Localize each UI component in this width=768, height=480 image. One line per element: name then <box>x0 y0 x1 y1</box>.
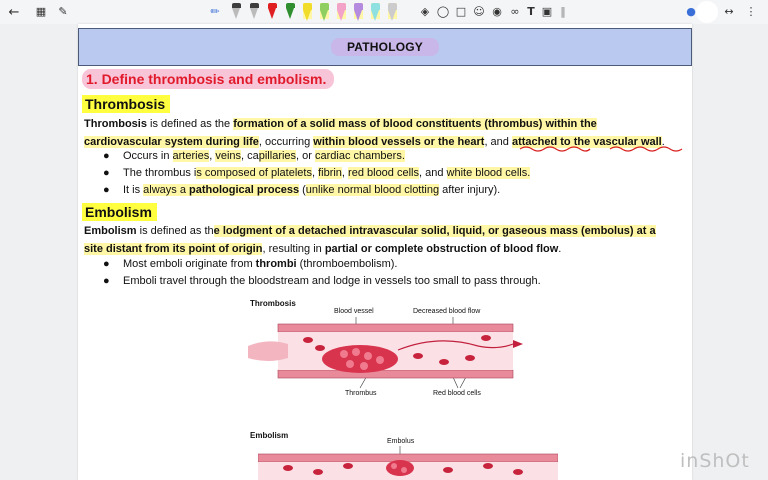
text-span: Most emboli originate from <box>123 258 256 270</box>
embolism-heading: Embolism <box>82 203 157 221</box>
callout-blood-vessel: Blood vessel <box>334 308 374 315</box>
highlight-span: cardiac chambers. <box>315 150 405 162</box>
text-span: , or <box>296 150 315 162</box>
term-embolism: Embolism <box>84 225 137 237</box>
text-span: , resulting in <box>262 242 325 255</box>
collapse-icon[interactable]: ↔ <box>724 4 734 18</box>
highlight-span: fibrin <box>318 167 342 179</box>
callout-thrombus: Thrombus <box>345 390 377 397</box>
highlighter-pink[interactable] <box>337 3 346 19</box>
color-picker-icon[interactable]: ◉ <box>492 4 502 18</box>
edit-page-icon[interactable]: ✎ <box>58 4 68 18</box>
eraser-icon[interactable]: ◈ <box>420 4 430 18</box>
highlight-span: normal blood clotting <box>337 184 440 196</box>
text-span: is defined as th <box>136 225 214 237</box>
lasso-icon[interactable]: ◯ <box>436 4 450 18</box>
highlighter-cyan[interactable] <box>371 3 380 19</box>
text-span: , and <box>484 135 512 148</box>
subject-banner <box>78 28 692 66</box>
highlight-span: white blood cells. <box>446 167 531 179</box>
highlight-span: unlike <box>305 184 338 196</box>
highlight-span: pathological process <box>189 184 300 196</box>
pen-tool-dark[interactable] <box>250 3 259 19</box>
highlighter-yellow[interactable] <box>303 3 312 19</box>
question-title: 1. Define thrombosis and embolism. <box>82 69 334 89</box>
bullet-icon: ● <box>103 258 110 270</box>
pen-tool-green[interactable] <box>286 3 295 19</box>
highlight-span: red blood cells <box>348 167 419 179</box>
term-thrombosis: Thrombosis <box>84 118 147 130</box>
text-span: , <box>311 167 319 179</box>
sticker-icon[interactable]: ☺ <box>473 4 485 18</box>
list-item <box>103 273 541 290</box>
highlight-span: pillaries <box>258 150 297 162</box>
link-icon[interactable]: ∞ <box>510 4 520 18</box>
text-span: (thromboembolism). <box>296 258 398 270</box>
record-button[interactable] <box>696 1 718 23</box>
pencil-icon[interactable]: ✏ <box>210 4 220 18</box>
figure-embolism-title: Embolism <box>250 431 289 440</box>
embolism-illustration <box>258 444 558 480</box>
subject-title: PATHOLOGY <box>331 38 439 56</box>
list-item <box>103 165 530 182</box>
image-icon[interactable]: ▣ <box>541 4 553 18</box>
pen-tool-red[interactable] <box>268 3 277 19</box>
callout-embolus: Embolus <box>387 438 415 445</box>
bullet-icon: ● <box>103 167 110 179</box>
callout-decreased-flow: Decreased blood flow <box>413 308 481 315</box>
list-item <box>103 182 500 199</box>
grid-icon[interactable]: ▦ <box>35 4 47 18</box>
text-span: , and <box>418 167 447 179</box>
back-button[interactable] <box>6 2 22 22</box>
highlighter-gray[interactable] <box>388 3 397 19</box>
bullet-icon: ● <box>103 184 110 196</box>
text-span: after injury). <box>439 184 501 196</box>
highlighter-green[interactable] <box>320 3 329 19</box>
highlight-span: formation of a solid mass of blood constituents (thrombus) within the <box>233 118 597 130</box>
microphone-icon[interactable]: ● <box>686 4 696 18</box>
arrow-left-icon: ← <box>8 4 20 20</box>
text-span: . <box>558 242 562 255</box>
highlight-span: s composed of platelets <box>196 167 312 179</box>
text-span: is defined as the <box>146 118 234 130</box>
highlight-span: attached to the vascular wall <box>511 135 662 148</box>
text-span: Emboli travel through the bloodstream and lodge in vessels too small to pass through. <box>123 275 541 287</box>
text-span: ( <box>299 184 306 196</box>
figure-thrombosis-title: Thrombosis <box>250 299 296 308</box>
bullet-icon: ● <box>103 150 110 162</box>
embolism-definition <box>84 223 684 258</box>
text-span: , occurring <box>258 135 314 148</box>
text-span: It is <box>123 184 144 196</box>
thrombosis-illustration <box>248 314 538 394</box>
highlight-span: site distant from its point of origin <box>84 242 263 255</box>
text-span: Occurs in <box>123 150 173 162</box>
inshot-watermark: inShOt <box>680 450 750 472</box>
highlight-span: within blood vessels or the heart <box>313 135 485 148</box>
text-span: The thrombus i <box>123 167 197 179</box>
document-page <box>78 24 692 480</box>
bullet-icon: ● <box>103 275 110 287</box>
red-squiggle-annotation <box>518 144 688 152</box>
list-item <box>103 148 405 165</box>
text-span: , ca <box>241 150 259 162</box>
list-item <box>103 256 397 273</box>
text-span: , <box>209 150 216 162</box>
annotation-toolbar <box>0 0 768 24</box>
highlight-span: veins <box>215 150 242 162</box>
bold-span: partial or complete obstruction of blood flow <box>324 242 559 255</box>
thrombosis-heading: Thrombosis <box>82 95 170 113</box>
highlight-span: always a <box>143 184 190 196</box>
separator-icon: ‖ <box>560 4 566 18</box>
more-options-icon[interactable]: ⋮ <box>745 4 757 18</box>
highlight-span: arteries <box>172 150 210 162</box>
highlight-span: e lodgment of a detached intravascular solid, liquid, or gaseous mass (embolus) at a <box>213 225 656 237</box>
pen-tool-black[interactable] <box>232 3 241 19</box>
shapes-icon[interactable]: □ <box>455 4 467 18</box>
highlight-span: cardiovascular system during life <box>84 135 259 148</box>
bold-span: thrombi <box>255 258 297 270</box>
text-span: . <box>661 135 665 148</box>
text-span: , <box>341 167 349 179</box>
text-tool-icon[interactable]: T <box>527 4 535 18</box>
highlighter-purple[interactable] <box>354 3 363 19</box>
callout-red-blood-cells: Red blood cells <box>433 390 481 397</box>
